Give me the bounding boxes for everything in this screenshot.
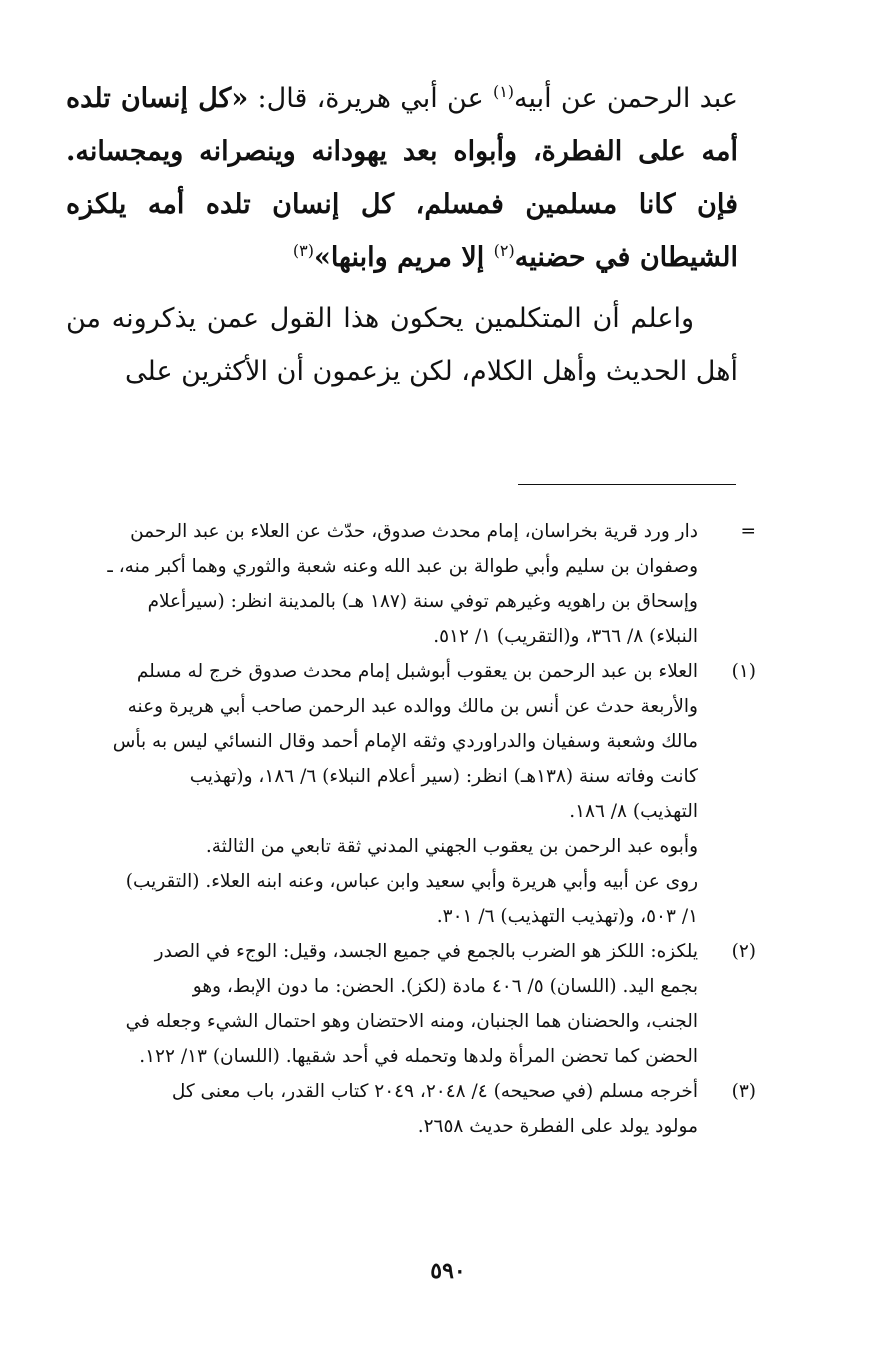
footnote-line: مالك وشعبة وسفيان والدراوردي وثقه الإمام أحمد وقال النسائي ليس به بأس — [112, 731, 698, 752]
footnote-line: النبلاء) ٨/ ٣٦٦، و(التقريب) ١/ ٥١٢. — [433, 626, 698, 647]
footnote-line: بجمع اليد. (اللسان) ٥/ ٤٠٦ مادة (لكز). الحضن: ما دون الإبط، وهو — [192, 976, 698, 997]
main-text-run: عن أبي هريرة، قال: — [248, 83, 493, 114]
footnotes-section — [66, 514, 756, 1144]
footnote-line: وصفوان بن سليم وأبي طوالة بن عبد الله وعنه شعبة والثوري وهما أكبر منه، ـ — [107, 556, 698, 577]
hadith-text-end: إلا مريم وابنها» — [313, 242, 494, 273]
footnote-ref-1: (١) — [492, 82, 515, 101]
hadith-text: «كل إنسان تلده أمه على الفطرة، وأبواه بعد يهودانه وينصرانه ويمجسانه. فإن كانا مسلمين فمسلم، كل إنسان تلده أمه يلكزه الشيطان في حضنيه — [66, 83, 738, 273]
footnote-line: مولود يولد على الفطرة حديث ٢٦٥٨. — [417, 1116, 698, 1137]
footnote-number: (١) — [731, 661, 756, 682]
footnote-separator — [518, 484, 736, 485]
footnote-number: (٣) — [731, 1081, 756, 1102]
main-text-run: عبد الرحمن عن أبيه — [514, 83, 739, 114]
footnote-line: يلكزه: اللكز هو الضرب بالجمع في جميع الجسد، وقيل: الوجء في الصدر — [154, 941, 698, 962]
continuation-marker: = — [740, 521, 756, 542]
footnote-line: التهذيب) ٨/ ١٨٦. — [569, 801, 698, 822]
footnote-line: أخرجه مسلم (في صحيحه) ٤/ ٢٠٤٨، ٢٠٤٩ كتاب القدر، باب معنى كل — [171, 1081, 698, 1102]
footnote-line: وأبوه عبد الرحمن بن يعقوب الجهني المدني ثقة تابعي من الثالثة. — [205, 836, 698, 857]
footnote-ref-3: (٣) — [292, 241, 314, 260]
footnote-2 — [66, 934, 756, 1074]
main-paragraph-2: واعلم أن المتكلمين يحكون هذا القول عمن يذكرونه من أهل الحديث وأهل الكلام، لكن يزعمون أن الأكثرين على — [66, 303, 738, 387]
footnote-line: العلاء بن عبد الرحمن بن يعقوب أبوشبل إمام محدث صدوق خرج له مسلم — [136, 661, 698, 682]
footnote-line: ١/ ٥٠٣، و(تهذيب التهذيب) ٦/ ٣٠١. — [436, 906, 698, 927]
footnote-line: الجنب، والحضنان هما الجنبان، ومنه الاحتضان وهو احتمال الشيء وجعله في — [125, 1011, 698, 1032]
footnote-line: والأربعة حدث عن أنس بن مالك ووالده عبد الرحمن صاحب أبي هريرة وعنه — [127, 696, 698, 717]
footnote-3 — [66, 1074, 756, 1144]
main-paragraph-1 — [66, 72, 738, 284]
footnote-ref-2: (٢) — [493, 241, 515, 260]
footnote-continued — [66, 514, 756, 654]
footnote-number: (٢) — [731, 941, 756, 962]
footnote-line: وإسحاق بن راهويه وغيرهم توفي سنة (١٨٧ هـ) بالمدينة انظر: (سيرأعلام — [147, 591, 698, 612]
footnote-line: الحضن كما تحضن المرأة ولدها وتحمله في أحد شقيها. (اللسان) ١٣/ ١٢٢. — [139, 1046, 698, 1067]
footnote-1 — [66, 654, 756, 934]
footnote-line: كانت وفاته سنة (١٣٨هـ) انظر: (سير أعلام النبلاء) ٦/ ١٨٦، و(تهذيب — [189, 766, 698, 787]
footnote-line: روى عن أبيه وأبي هريرة وأبي سعيد وابن عباس، وعنه ابنه العلاء. (التقريب) — [125, 871, 698, 892]
main-text — [66, 72, 738, 398]
footnote-line: دار ورد قرية بخراسان، إمام محدث صدوق، حدّث عن العلاء بن عبد الرحمن — [130, 521, 698, 542]
page-number: ٥٩٠ — [430, 1258, 466, 1284]
